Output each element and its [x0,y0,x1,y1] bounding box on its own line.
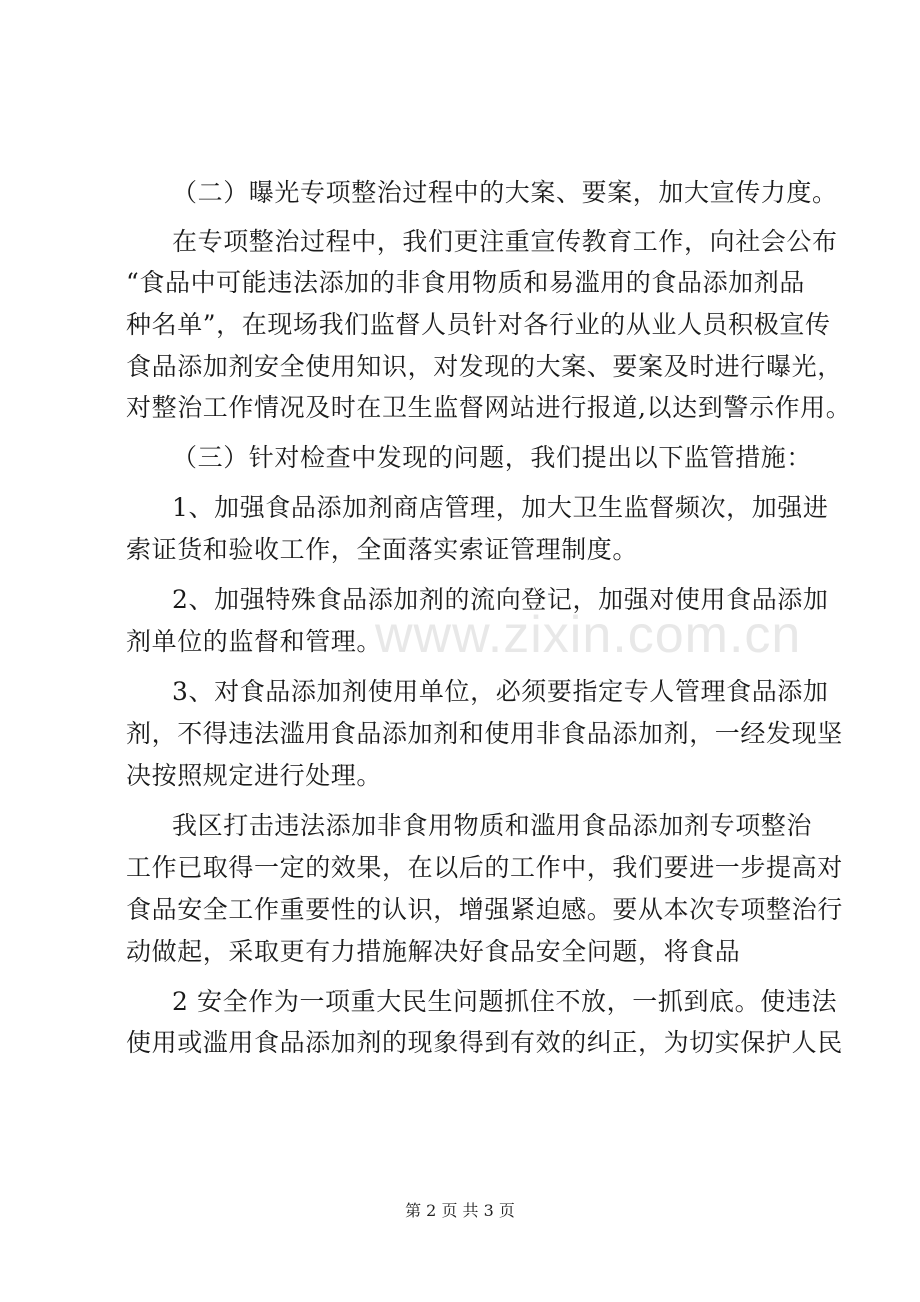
text-line: 食品添加剂安全使用知识，对发现的大案、要案及时进行曝光， [126,352,843,381]
text-line: 3、对食品添加剂使用单位，必须要指定专人管理食品添加 [172,677,829,706]
text-line: 1、加强食品添加剂商店管理，加大卫生监督频次，加强进 [172,493,829,522]
text-line: 剂单位的监督和管理。 [126,627,383,656]
watermark: www.zixin.com.cn [375,606,802,664]
text-line: 种名单”，在现场我们监督人员针对各行业的从业人员积极宣传 [126,310,831,339]
text-line: 剂，不得违法滥用食品添加剂和使用非食品添加剂，一经发现坚 [126,719,843,748]
text-line: 对整治工作情况及时在卫生监督网站进行报道,以达到警示作用。 [126,393,852,422]
text-line: 决按照规定进行处理。 [126,761,383,790]
text-line: 工作已取得一定的效果，在以后的工作中，我们要进一步提高对 [126,853,843,882]
text-line: （二）曝光专项整治过程中的大案、要案，加大宣传力度。 [172,178,838,207]
text-line: （三）针对检查中发现的问题，我们提出以下监管措施： [172,443,813,472]
text-line: “食品中可能违法添加的非食用物质和易滥用的食品添加剂品 [126,268,805,297]
text-line: 使用或滥用食品添加剂的现象得到有效的纠正，为切实保护人民 [126,1028,843,1057]
text-line: 2、加强特殊食品添加剂的流向登记，加强对使用食品添加 [172,585,829,614]
page-footer: 第 2 页 共 3 页 [405,1201,515,1220]
text-line: 动做起，采取更有力措施解决好食品安全问题，将食品 [126,937,741,966]
text-line: 我区打击违法添加非食用物质和滥用食品添加剂专项整治 [172,811,813,840]
text-line: 2 安全作为一项重大民生问题抓住不放，一抓到底。使违法 [172,987,838,1016]
text-line: 食品安全工作重要性的认识，增强紧迫感。要从本次专项整治行 [126,895,843,924]
text-line: 索证货和验收工作，全面落实索证管理制度。 [126,535,639,564]
text-line: 在专项整治过程中，我们更注重宣传教育工作，向社会公布 [172,227,838,256]
